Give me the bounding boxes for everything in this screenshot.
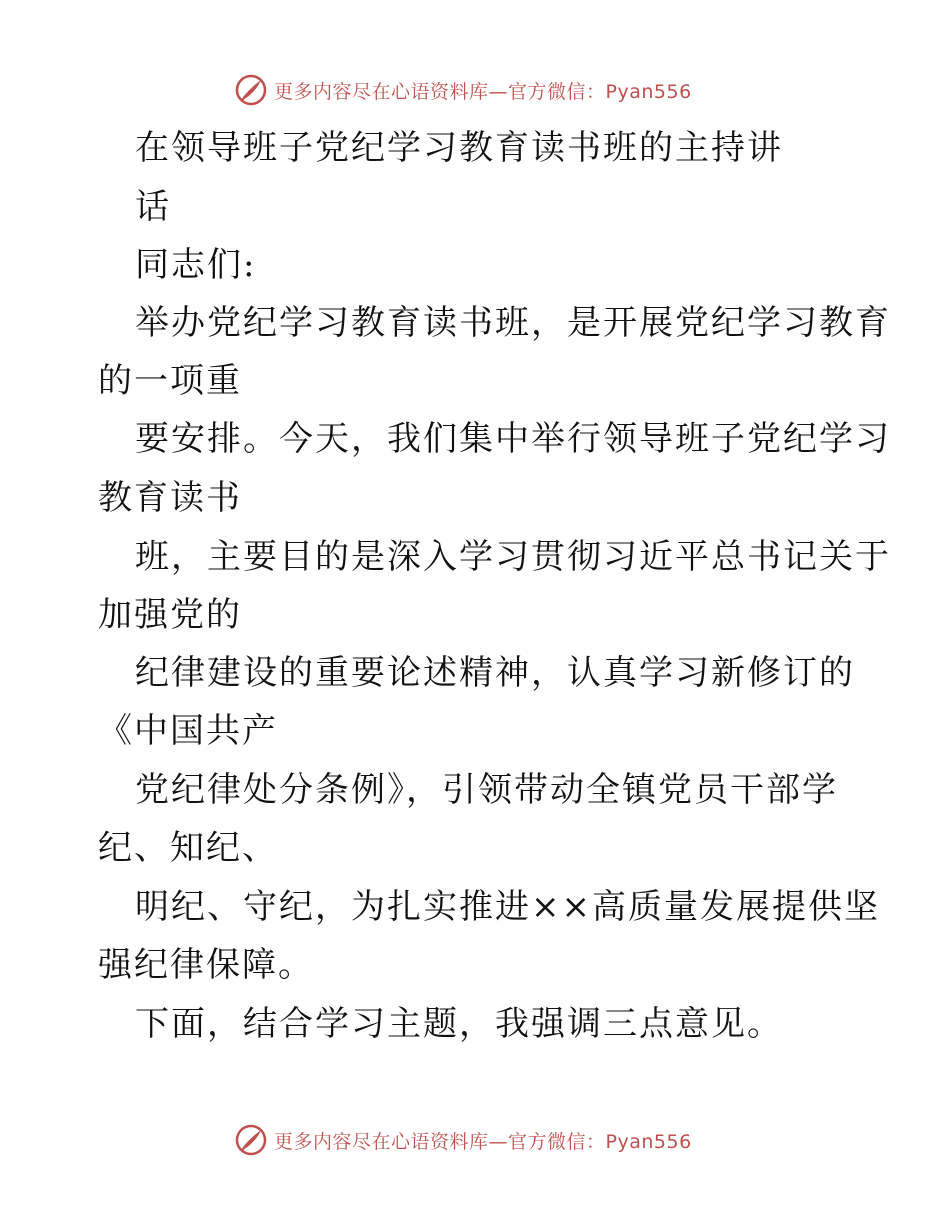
doc-text-line: 强纪律保障。	[98, 945, 314, 985]
quill-logo-icon	[234, 73, 268, 107]
footer-watermark	[234, 1122, 692, 1158]
salutation: 同志们:	[135, 245, 257, 285]
doc-text-line: 明纪、守纪，为扎实推进××高质量发展提供坚	[135, 887, 880, 927]
watermark-text: 更多内容尽在心语资料库—官方微信：Pyan556	[274, 80, 692, 103]
doc-text-line: 纪、知纪、	[98, 828, 278, 868]
doc-text-line: 加强党的	[98, 595, 242, 635]
doc-text-line: 党纪律处分条例》，引领带动全镇党员干部学	[135, 770, 838, 810]
doc-title-line-1: 在领导班子党纪学习教育读书班的主持讲	[135, 128, 783, 168]
doc-text-line: 要安排。今天，我们集中举行领导班子党纪学习	[135, 419, 891, 459]
doc-text-line: 班，主要目的是深入学习贯彻习近平总书记关于	[135, 537, 891, 577]
quill-logo-icon	[234, 1123, 268, 1157]
doc-text-line: 《中国共产	[98, 711, 278, 751]
doc-title-line-2: 话	[135, 187, 171, 227]
header-watermark	[234, 72, 692, 108]
doc-text-line: 的一项重	[98, 361, 242, 401]
doc-text-line: 教育读书	[98, 478, 242, 518]
watermark-text: 更多内容尽在心语资料库—官方微信：Pyan556	[274, 1130, 692, 1153]
doc-text-line: 举办党纪学习教育读书班，是开展党纪学习教育	[135, 303, 891, 343]
doc-text-line: 下面，结合学习主题，我强调三点意见。	[135, 1004, 783, 1044]
doc-text-line: 纪律建设的重要论述精神，认真学习新修订的	[135, 653, 855, 693]
